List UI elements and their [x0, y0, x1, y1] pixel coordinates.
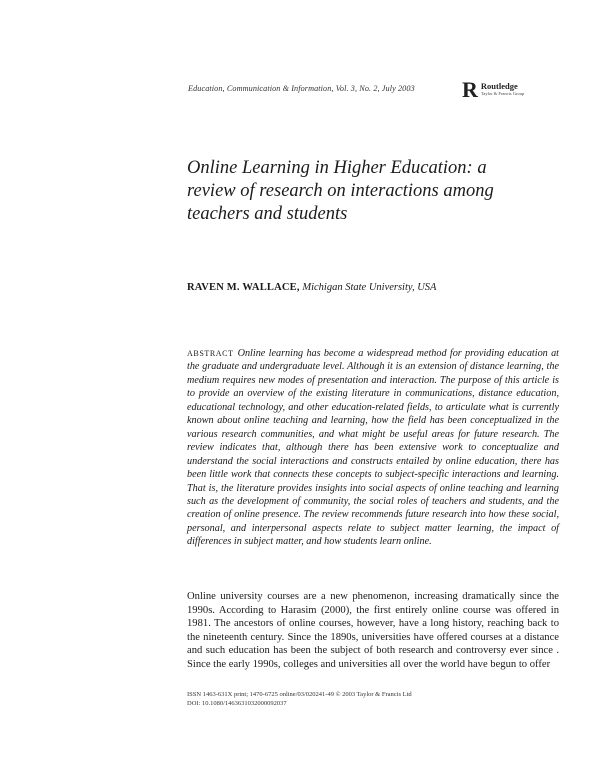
- publisher-name: Routledge: [480, 81, 518, 91]
- abstract-label: ABSTRACT: [187, 349, 234, 358]
- routledge-logo-icon: R: [462, 77, 478, 102]
- title-line: review of research on interactions among: [187, 181, 494, 201]
- journal-citation: Education, Communication & Information, Vol. 3, No. 2, July 2003: [188, 84, 415, 93]
- doi-line: DOI: 10.1080/1463631032000092037: [187, 700, 287, 707]
- author-line: [187, 282, 436, 293]
- publisher-logo: [462, 77, 525, 102]
- title-line: teachers and students: [187, 204, 348, 224]
- issn-line: ISSN 1463-631X print; 1470-6725 online/03/020241-49 © 2003 Taylor & Francis Ltd: [187, 691, 412, 698]
- publisher-tagline: Taylor & Francis Group: [480, 91, 525, 96]
- publisher-wordmark: [481, 82, 524, 98]
- author-affiliation: Michigan State University, USA: [302, 282, 437, 293]
- title-line: Online Learning in Higher Education: a: [187, 158, 487, 178]
- abstract-text: Online learning has become a widespread method for providing education at the graduate and undergraduate level. Although it is an extension of distance learning, the medium requires new modes of presentation and interaction. The purpose of this article is to provide an overview of the existing literature in communications, distance education, educational technology, and other education-related fields, to articulate what is currently known about online teaching and learning, how the field has been conceptualized in the various research communities, and what might be useful areas for future research. The review indicates that, although there has been extensive work to conceptualize and understand the social interactions and constructs entailed by online education, there has been little work that connects these concepts to subject-specific interactions and learning. That is, the literature provides insights into social aspects of online teaching and learning such as the development of community, the social roles of teachers and students, and the creation of online presence. The review recommends future research into how these social, personal, and interpersonal aspects relate to subject matter learning, the impact of differences in subject matter, and how students learn online.: [187, 348, 559, 548]
- abstract: [187, 347, 559, 549]
- body-paragraph: Online university courses are a new phenomenon, increasing dramatically since the 1990s. According to Harasim (2000), the first entirely online course was offered in 1981. The ancestors of online courses, however, have a long history, reaching back to the nineteenth century. Since the 1890s, universities have offered courses at a distance and such education has been the subject of both research and controversy ever since . Since the early 1990s, colleges and universities all over the world have begun to offer: [187, 591, 559, 670]
- author-name: RAVEN M. WALLACE,: [187, 282, 300, 293]
- page-footer: [187, 690, 412, 708]
- article-title: [187, 157, 587, 226]
